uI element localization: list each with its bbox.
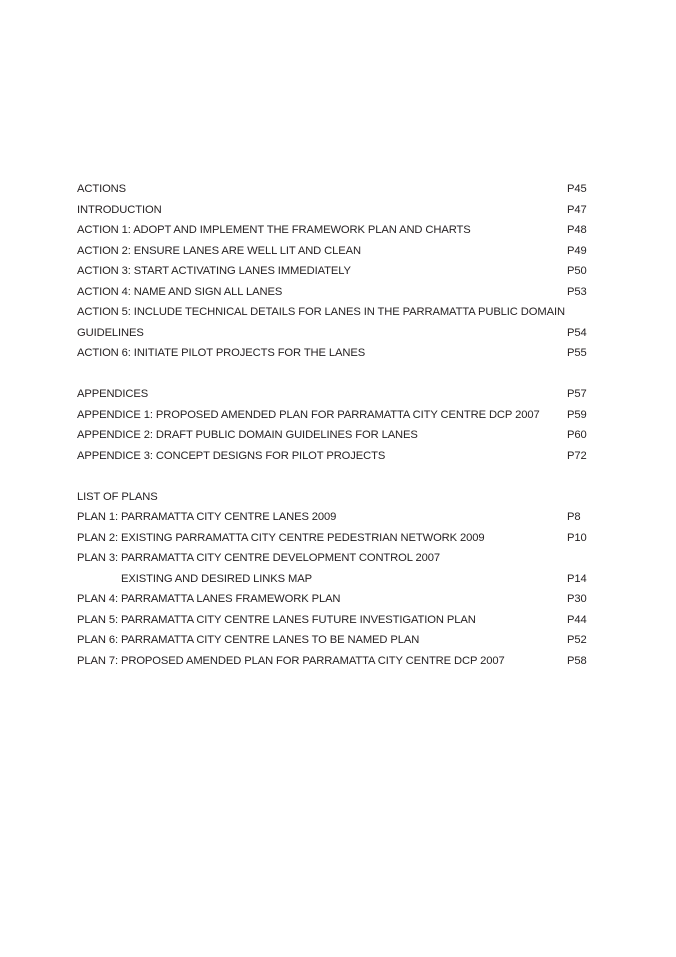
toc-page-number: P47	[567, 203, 587, 216]
toc-entry-label: ACTION 3: START ACTIVATING LANES IMMEDIATELY	[77, 265, 351, 277]
toc-entry-label: APPENDICE 1: PROPOSED AMENDED PLAN FOR PARRAMATTA CITY CENTRE DCP 2007	[77, 408, 540, 421]
toc-page-number: P30	[567, 593, 587, 605]
toc-entry-label: ACTION 2: ENSURE LANES ARE WELL LIT AND CLEAN	[77, 244, 361, 257]
toc-entry-label: PLAN 2: EXISTING PARRAMATTA CITY CENTRE PEDESTRIAN NETWORK 2009	[77, 531, 485, 544]
toc-row	[77, 569, 597, 590]
toc-row	[77, 487, 597, 508]
toc-row	[77, 405, 597, 426]
toc-row	[77, 261, 597, 282]
section-spacer	[77, 466, 597, 487]
toc-row	[77, 548, 597, 569]
toc-row	[77, 343, 597, 364]
toc-row	[77, 446, 597, 467]
toc-page-number: P10	[567, 531, 587, 544]
toc-row	[77, 220, 597, 241]
toc-row	[77, 179, 597, 200]
toc-entry-label: APPENDICE 2: DRAFT PUBLIC DOMAIN GUIDELINES FOR LANES	[77, 429, 418, 441]
toc-page-number: P44	[567, 613, 587, 626]
toc-entry-label: LIST OF PLANS	[77, 490, 158, 503]
toc-entry-label: EXISTING AND DESIRED LINKS MAP	[121, 572, 312, 585]
toc-page-number: P8	[567, 511, 581, 523]
toc-row	[77, 384, 597, 405]
toc-page-number: P14	[567, 572, 587, 585]
toc-row	[77, 200, 597, 221]
toc-page-number: P55	[567, 347, 587, 359]
toc-page-number: P50	[567, 265, 587, 277]
toc-entry-label: ACTION 1: ADOPT AND IMPLEMENT THE FRAMEWORK PLAN AND CHARTS	[77, 224, 471, 236]
toc-entry-label: INTRODUCTION	[77, 203, 162, 216]
toc-entry-label: GUIDELINES	[77, 326, 144, 339]
toc-entry-label: ACTIONS	[77, 183, 127, 195]
section-spacer	[77, 364, 597, 385]
toc-entry-label: ACTION 4: NAME AND SIGN ALL LANES	[77, 285, 283, 298]
toc-page-number: P49	[567, 244, 587, 257]
toc-row	[77, 302, 597, 323]
toc-row	[77, 241, 597, 262]
toc-page-number: P57	[567, 388, 587, 400]
toc-entry-label: APPENDICES	[77, 388, 149, 400]
toc-row	[77, 425, 597, 446]
toc-row	[77, 282, 597, 303]
toc-page-number: P45	[567, 183, 587, 195]
toc-entry-label: ACTION 5: INCLUDE TECHNICAL DETAILS FOR LANES IN THE PARRAMATTA PUBLIC DOMAIN	[77, 306, 565, 318]
toc-page-number: P72	[567, 449, 587, 462]
toc-page-number: P52	[567, 634, 587, 646]
toc-entry-label: PLAN 1: PARRAMATTA CITY CENTRE LANES 2009	[77, 511, 337, 523]
toc-row	[77, 589, 597, 610]
toc-row	[77, 630, 597, 651]
table-of-contents	[77, 179, 597, 671]
toc-row	[77, 528, 597, 549]
toc-entry-label: PLAN 3: PARRAMATTA CITY CENTRE DEVELOPMENT CONTROL 2007	[77, 552, 440, 564]
toc-page-number: P59	[567, 408, 587, 421]
toc-entry-label: PLAN 4: PARRAMATTA LANES FRAMEWORK PLAN	[77, 593, 341, 605]
toc-row	[77, 323, 597, 344]
toc-entry-label: PLAN 6: PARRAMATTA CITY CENTRE LANES TO BE NAMED PLAN	[77, 634, 420, 646]
toc-row	[77, 651, 597, 672]
toc-entry-label: APPENDICE 3: CONCEPT DESIGNS FOR PILOT PROJECTS	[77, 449, 386, 462]
toc-page-number: P60	[567, 429, 587, 441]
toc-page-number: P58	[567, 654, 587, 667]
toc-page-number: P53	[567, 285, 587, 298]
toc-page-number: P54	[567, 326, 587, 339]
toc-row	[77, 610, 597, 631]
toc-entry-label: PLAN 5: PARRAMATTA CITY CENTRE LANES FUTURE INVESTIGATION PLAN	[77, 613, 476, 626]
toc-page-number: P48	[567, 224, 587, 236]
toc-entry-label: ACTION 6: INITIATE PILOT PROJECTS FOR THE LANES	[77, 347, 366, 359]
toc-entry-label: PLAN 7: PROPOSED AMENDED PLAN FOR PARRAMATTA CITY CENTRE DCP 2007	[77, 654, 505, 667]
toc-row	[77, 507, 597, 528]
